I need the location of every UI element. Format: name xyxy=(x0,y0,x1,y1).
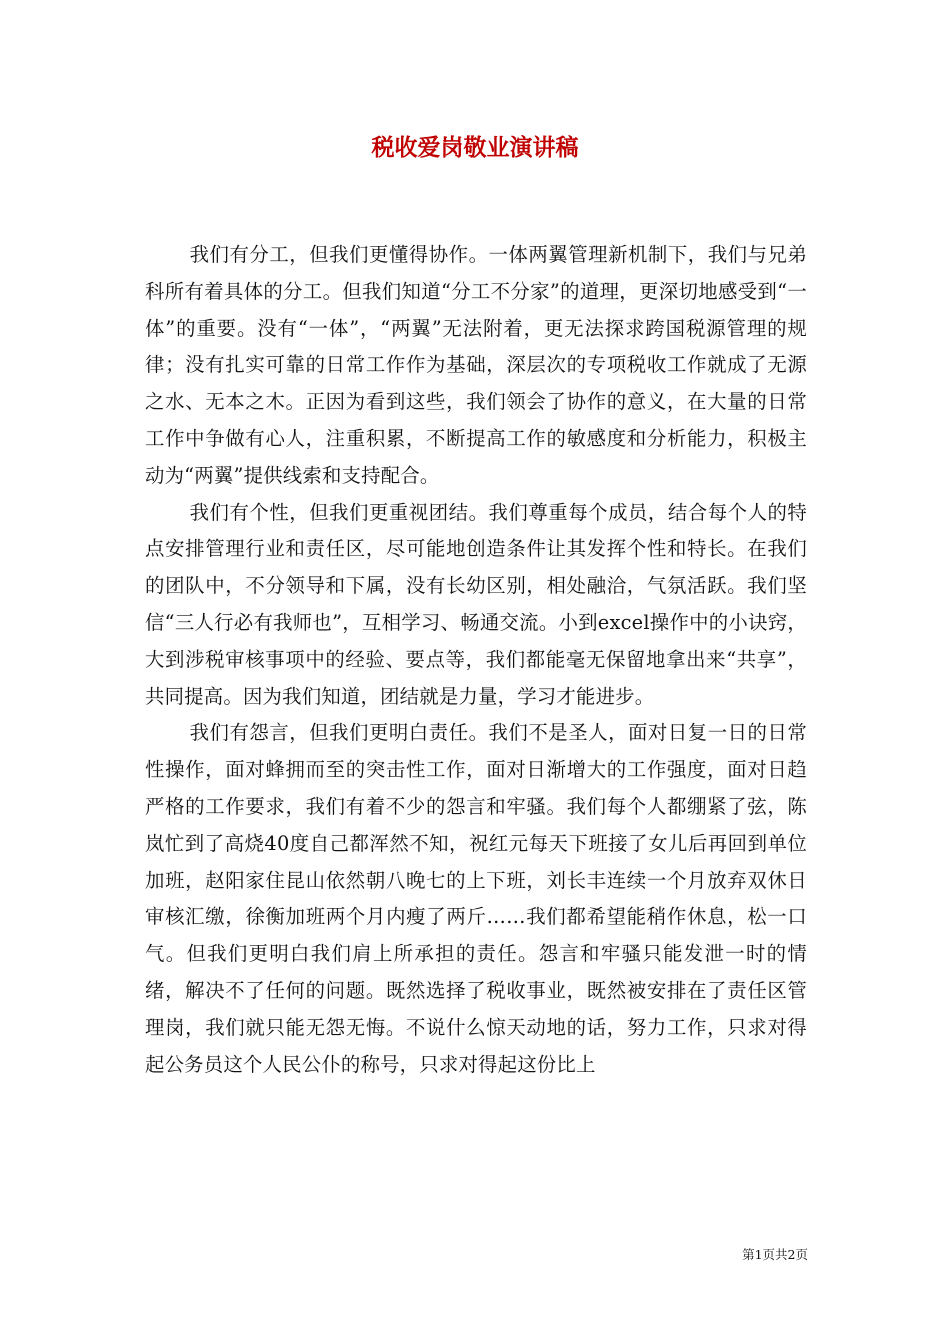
document-title: 税收爱岗敬业演讲稿 xyxy=(371,134,579,161)
paragraph-cooperation: 我们有分工，但我们更懂得协作。一体两翼管理新机制下，我们与兄弟科所有着具体的分工。但我们知道“分工不分家”的道理，更深切地感受到“一体”的重要。没有“一体”，“两翼”无法附着，更无法探求跨国税源管理的规律；没有扎实可靠的日常工作作为基础，深层次的专项税收工作就成了无源之水、无本之木。正因为看到这些，我们领会了协作的意义，在大量的日常工作中争做有心人，注重积累，不断提高工作的敏感度和分析能力，积极主动为“两翼”提供线索和支持配合。 xyxy=(145,243,807,487)
document-body xyxy=(145,237,807,1083)
page-number-footer: 第1页共2页 xyxy=(742,1247,808,1262)
paragraph-responsibility: 我们有怨言，但我们更明白责任。我们不是圣人，面对日复一日的日常性操作，面对蜂拥而至的突击性工作，面对日渐增大的工作强度，面对日趋严格的工作要求，我们有着不少的怨言和牢骚。我们每个人都绷紧了弦，陈岚忙到了高烧40度自己都浑然不知，祝红元每天下班接了女儿后再回到单位加班，赵阳家住昆山依然朝八晚七的上下班，刘长丰连续一个月放弃双休日审核汇缴，徐衡加班两个月内瘦了两斤……我们都希望能稍作休息，松一口气。但我们更明白我们肩上所承担的责任。怨言和牢骚只能发泄一时的情绪，解决不了任何的问题。既然选择了税收事业，既然被安排在了责任区管理岗，我们就只能无怨无悔。不说什么惊天动地的话，努力工作，只求对得起公务员这个人民公仆的称号，只求对得起这份比上 xyxy=(145,721,807,1076)
paragraph-unity: 我们有个性，但我们更重视团结。我们尊重每个成员，结合每个人的特点安排管理行业和责任区，尽可能地创造条件让其发挥个性和特长。在我们的团队中，不分领导和下属，没有长幼区别，相处融洽，气氛活跃。我们坚信“三人行必有我师也”，互相学习、畅通交流。小到excel操作中的小诀窍，大到涉税审核事项中的经验、要点等，我们都能毫无保留地拿出来“共享”，共同提高。因为我们知道，团结就是力量，学习才能进步。 xyxy=(145,500,807,708)
